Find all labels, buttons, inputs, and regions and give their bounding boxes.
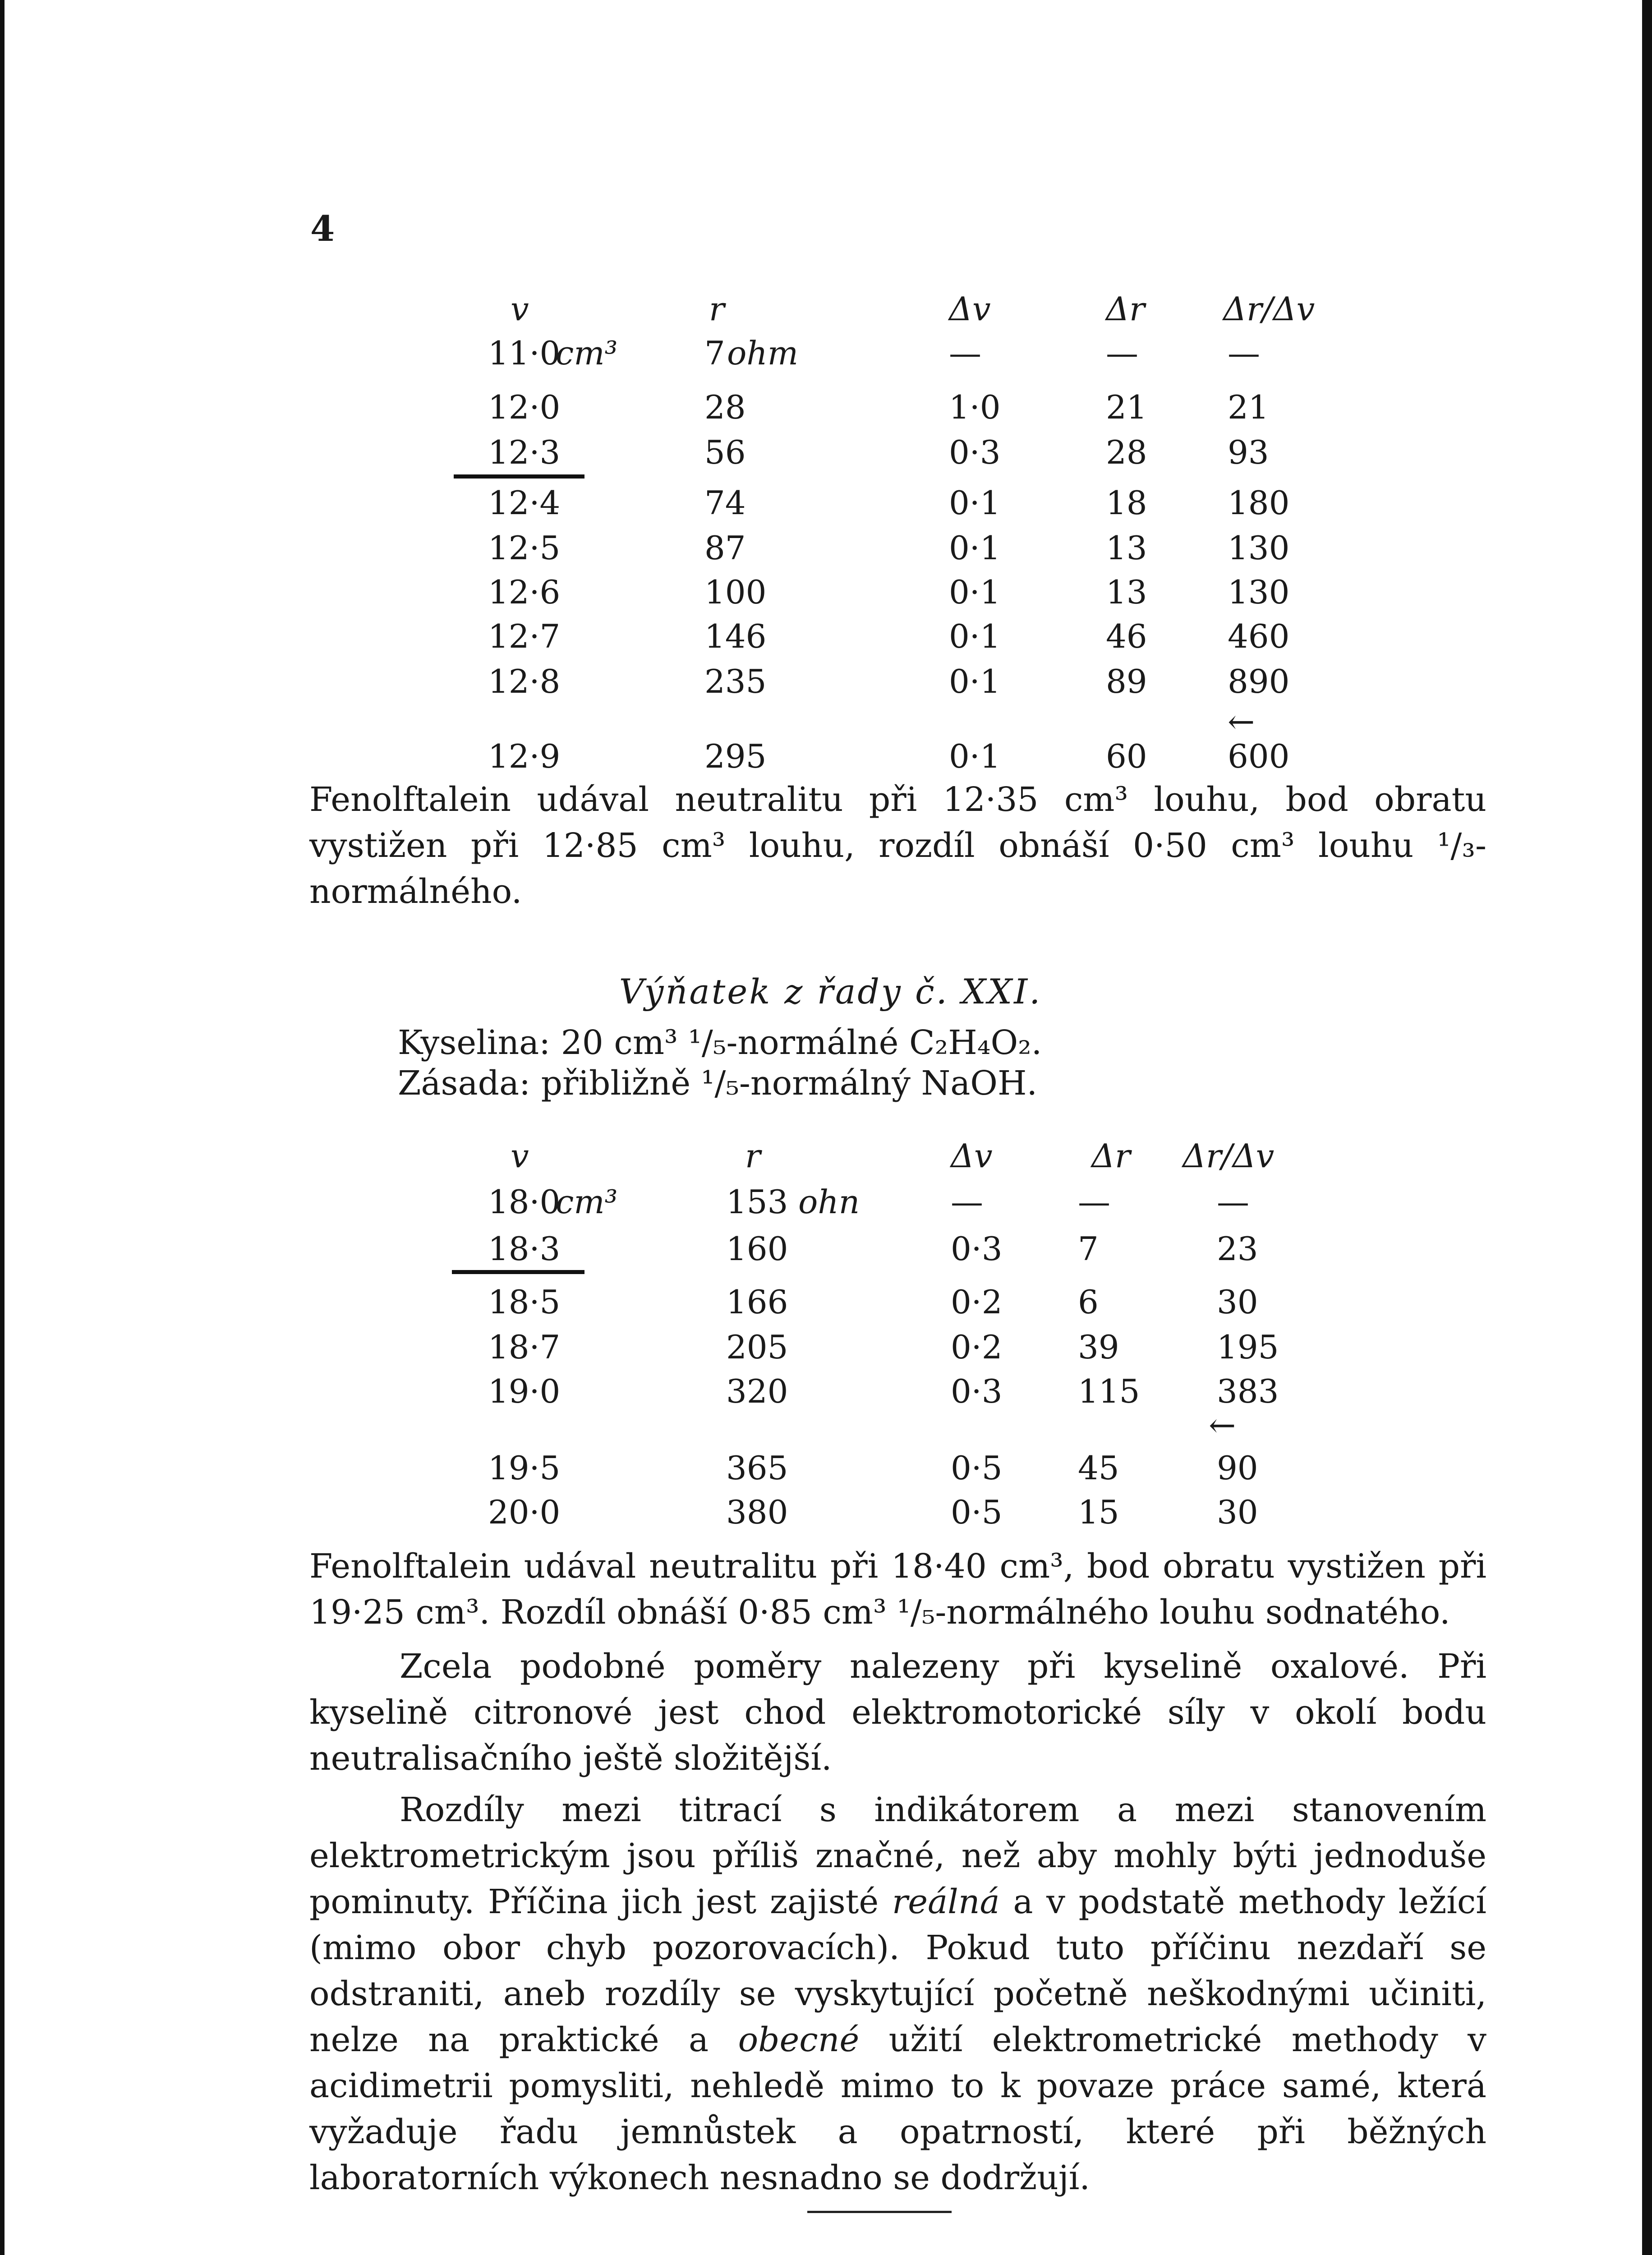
cell-ratio: 890	[1228, 663, 1290, 700]
cell-r-unit: ohm	[727, 334, 798, 372]
cell-v: 12·4	[488, 484, 561, 522]
cell-ratio: 460	[1228, 617, 1290, 655]
cell-r: 320	[726, 1372, 788, 1410]
cell-r: 87	[704, 529, 746, 567]
emphasis-realna: reálná	[892, 1882, 1000, 1921]
header-r: r	[709, 290, 725, 328]
cell-v: 11·0	[488, 334, 561, 372]
cell-dv: 0·5	[951, 1493, 1003, 1531]
cell-v: 12·7	[488, 617, 561, 655]
cell-v: 18·7	[488, 1328, 561, 1366]
cell-v: 12·8	[488, 663, 561, 700]
paragraph-1: Fenolftalein udával neutralitu při 12·35 cm³ louhu, bod obratu vystižen při 12·85 cm³ louhu, rozdíl obnáší 0·50 cm³ louhu ¹/₃-normálného.	[309, 780, 1486, 911]
cell-dv: 0·1	[949, 663, 1001, 700]
cell-r: 160	[726, 1230, 788, 1268]
cell-v: 12·3	[488, 433, 561, 471]
cell-ratio: 30	[1217, 1283, 1258, 1321]
cell-dv: —	[949, 334, 981, 372]
cell-ratio: 23	[1217, 1230, 1258, 1268]
cell-v-unit: cm³	[556, 1183, 618, 1221]
acid-line: Kyselina: 20 cm³ ¹/₅-normálné C₂H₄O₂.	[398, 1023, 1042, 1062]
header-ratio: Δr/Δv	[1183, 1137, 1275, 1175]
cell-v: 12·9	[488, 737, 561, 775]
cell-dr: 6	[1078, 1283, 1099, 1321]
end-rule	[807, 2211, 952, 2213]
cell-dr: 45	[1078, 1449, 1119, 1487]
cell-dv: 0·3	[951, 1230, 1003, 1268]
cell-r: 56	[704, 433, 746, 471]
cell-r: 235	[704, 663, 767, 700]
paragraph-4-part-1: Rozdíly mezi titrací s indikátorem a mezi stanovením elektrometrickým jsou příliš značné, než aby mohly býti jednoduše pominuty. Příčina jich jest zajisté	[309, 1790, 1486, 1921]
cell-ratio: 90	[1217, 1449, 1258, 1487]
cell-v: 20·0	[488, 1493, 561, 1531]
cell-v-unit: cm³	[556, 334, 618, 372]
cell-dv: 0·5	[951, 1449, 1003, 1487]
cell-r: 100	[704, 573, 767, 611]
cell-ratio: 30	[1217, 1493, 1258, 1531]
cell-dr: 28	[1106, 433, 1147, 471]
base-line: Zásada: přibližně ¹/₅-normálný NaOH.	[398, 1064, 1038, 1103]
paragraph-4-part-3: užití elektrometrické methody v acidimetrii pomysliti, nehledě mimo to k povaze práce samé, která vyžaduje řadu jemnůstek a opatrností, které při běžných laboratorních výkonech nesnadno se dodržují.	[309, 2020, 1486, 2197]
cell-dr: 89	[1106, 663, 1147, 700]
cell-dv: 0·3	[949, 433, 1001, 471]
header-v: v	[511, 1137, 529, 1175]
cell-dv: —	[951, 1183, 983, 1221]
cell-r: 7	[704, 334, 725, 372]
table-1-separator	[454, 474, 584, 479]
cell-ratio: 21	[1228, 388, 1269, 426]
cell-v: 18·3	[488, 1230, 561, 1268]
cell-dv: 0·1	[949, 617, 1001, 655]
cell-ratio: —	[1228, 334, 1260, 372]
cell-ratio: —	[1217, 1183, 1249, 1221]
cell-v: 19·5	[488, 1449, 561, 1487]
cell-dv: 1·0	[949, 388, 1001, 426]
cell-v: 12·0	[488, 388, 561, 426]
cell-dv: 0·2	[951, 1328, 1003, 1366]
cell-dv: 0·1	[949, 573, 1001, 611]
cell-dr: 7	[1078, 1230, 1099, 1268]
header-dr: Δr	[1091, 1137, 1131, 1175]
header-dr: Δr	[1106, 290, 1145, 328]
cell-r: 205	[726, 1328, 788, 1366]
cell-ratio: 93	[1228, 433, 1269, 471]
cell-dr: 15	[1078, 1493, 1119, 1531]
table-2-separator	[452, 1270, 584, 1274]
cell-dv: 0·1	[949, 737, 1001, 775]
cell-v: 18·5	[488, 1283, 561, 1321]
cell-ratio: 130	[1228, 529, 1290, 567]
cell-dv: 0·1	[949, 529, 1001, 567]
cell-ratio: 130	[1228, 573, 1290, 611]
paragraph-3: Zcela podobné poměry nalezeny při kyselině oxalové. Při kyselině citronové jest chod elektromotorické síly v okolí bodu neutralisačního ještě složitější.	[309, 1647, 1486, 1778]
cell-r-unit: ohn	[798, 1183, 860, 1221]
paragraph-4-part-2: a v podstatě methody ležící (mimo obor chyb pozorovacích). Pokud tuto příčinu nezdaří se odstraniti, aneb rozdíly se vyskytující početně neškodnými učiniti, nelze na praktické a	[309, 1882, 1486, 2059]
cell-v: 12·5	[488, 529, 561, 567]
header-r: r	[745, 1137, 761, 1175]
cell-dr: —	[1078, 1183, 1110, 1221]
cell-r: 380	[726, 1493, 788, 1531]
cell-r: 295	[704, 737, 767, 775]
cell-ratio: 180	[1228, 484, 1290, 522]
cell-ratio: 383	[1217, 1372, 1279, 1410]
emphasis-obecne: obecné	[738, 2020, 860, 2059]
cell-dr: 18	[1106, 484, 1147, 522]
cell-r: 166	[726, 1283, 788, 1321]
header-ratio: Δr/Δv	[1223, 290, 1315, 328]
cell-dv: 0·2	[951, 1283, 1003, 1321]
paragraph-4	[309, 1787, 1486, 2201]
cell-ratio: 195	[1217, 1328, 1279, 1366]
cell-dr: 13	[1106, 573, 1147, 611]
header-dv: Δv	[949, 290, 991, 328]
header-dv: Δv	[951, 1137, 993, 1175]
cell-dr: 115	[1078, 1372, 1140, 1410]
cell-dr: 60	[1106, 737, 1147, 775]
paragraph-2: Fenolftalein udával neutralitu při 18·40 cm³, bod obratu vystižen při 19·25 cm³. Rozdíl obnáší 0·85 cm³ ¹/₅-normálného louhu sodnatého.	[309, 1547, 1486, 1632]
section-heading: Výňatek z řady č. XXI.	[619, 971, 1042, 1012]
table-2-arrow: ←	[1209, 1406, 1236, 1444]
page-number: 4	[310, 208, 335, 249]
table-1-arrow: ←	[1228, 703, 1255, 741]
cell-r: 28	[704, 388, 746, 426]
cell-r: 146	[704, 617, 767, 655]
cell-dv: 0·3	[951, 1372, 1003, 1410]
cell-dr: 39	[1078, 1328, 1119, 1366]
cell-dv: 0·1	[949, 484, 1001, 522]
cell-dr: 46	[1106, 617, 1147, 655]
cell-v: 19·0	[488, 1372, 561, 1410]
header-v: v	[511, 290, 529, 328]
cell-dr: 13	[1106, 529, 1147, 567]
cell-r: 74	[704, 484, 746, 522]
cell-v: 12·6	[488, 573, 561, 611]
cell-ratio: 600	[1228, 737, 1290, 775]
cell-r: 153	[726, 1183, 788, 1221]
cell-dr: 21	[1106, 388, 1147, 426]
cell-r: 365	[726, 1449, 788, 1487]
cell-dr: —	[1106, 334, 1138, 372]
cell-v: 18·0	[488, 1183, 561, 1221]
